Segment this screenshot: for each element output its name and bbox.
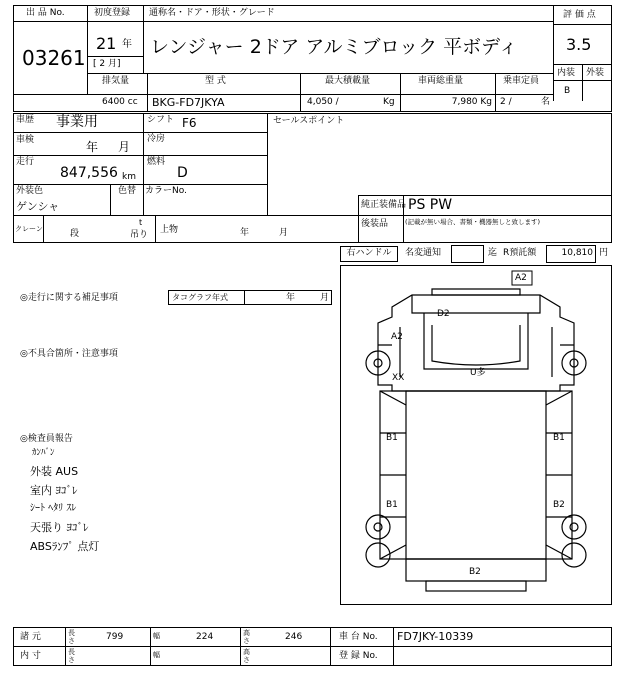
divider	[358, 195, 359, 243]
max-load-unit: Kg	[383, 97, 395, 107]
mileage-unit: km	[122, 172, 136, 182]
crane-ton: t	[139, 218, 143, 227]
first-reg-label: 初度登録	[94, 8, 131, 18]
color-label: 外装色	[16, 186, 44, 196]
gross-weight-label: 車両総重量	[418, 76, 464, 86]
capacity-unit: 名	[541, 97, 551, 107]
divider	[300, 73, 301, 112]
divider	[358, 215, 612, 216]
divider	[13, 132, 267, 133]
divider	[553, 24, 612, 25]
crane-hang: 吊り	[130, 230, 149, 240]
score: 3.5	[566, 35, 592, 54]
divider	[87, 73, 553, 74]
tailgate-year: 年	[240, 228, 250, 238]
interior-label: 内装	[557, 68, 576, 78]
name-change-box	[451, 245, 484, 263]
divider	[87, 56, 143, 57]
odo-prefix: 迄	[488, 248, 498, 258]
divider	[13, 155, 267, 156]
aftermarket-label: 後装品	[361, 219, 389, 229]
inspector-line: 室内 ﾖｺﾞﾚ	[30, 484, 78, 497]
damage-mark: B1	[553, 433, 565, 443]
score-label: 評 価 点	[563, 10, 596, 20]
damage-mark: B1	[386, 500, 398, 510]
divider	[393, 627, 394, 666]
mileage: 847,556	[60, 165, 118, 181]
inner-height-label: 高さ	[243, 648, 250, 664]
defects-label: ◎不具合箇所・注意事項	[20, 349, 118, 359]
length-label: 長さ	[68, 629, 75, 645]
length: 799	[106, 632, 124, 642]
lot-no-label: 出 品 No.	[26, 8, 65, 18]
fuel: D	[177, 165, 188, 181]
divider	[553, 5, 554, 101]
shift: F6	[182, 116, 197, 130]
divider	[65, 627, 66, 666]
divider	[267, 113, 268, 195]
mileage-label: 走行	[16, 157, 35, 167]
divider	[110, 184, 111, 215]
odo-unit: 円	[599, 248, 609, 258]
displacement-label: 排気量	[102, 76, 130, 86]
divider	[400, 73, 401, 112]
fuel-label: 燃料	[147, 157, 166, 167]
aftermarket-note: (記載が無い場合、書類・機器無しと致します)	[405, 218, 541, 226]
driving-notes-label: ◎走行に関する補足事項	[20, 293, 118, 303]
inner-width-label: 幅	[153, 651, 160, 659]
damage-mark: B2	[553, 500, 565, 510]
color-change-label: 色替	[118, 186, 137, 196]
divider	[147, 73, 148, 112]
damage-mark: D2	[437, 309, 450, 319]
inspector-line: ｼｰﾄ ﾍﾀﾘ ｽﾚ	[30, 503, 77, 514]
width-label: 幅	[153, 632, 160, 640]
inner-dims-label: 内 寸	[20, 651, 41, 661]
reg-label: 登 録 No.	[339, 651, 378, 661]
divider	[13, 215, 358, 216]
crane-stage: 段	[70, 229, 80, 239]
width: 224	[196, 632, 214, 642]
crane-label: クレーン	[15, 225, 43, 233]
divider	[13, 94, 87, 95]
max-load: 4,050 /	[307, 97, 339, 107]
divider	[87, 94, 553, 95]
lot-no: 03261	[22, 46, 86, 70]
divider	[13, 21, 143, 22]
shift-label: シフト	[147, 115, 175, 125]
divider	[495, 73, 496, 112]
height: 246	[285, 632, 303, 642]
damage-mark: U多	[470, 368, 486, 378]
inspector-line: ABSﾗﾝﾌﾟ 点灯	[30, 540, 100, 553]
inspection-label: 車検	[16, 135, 35, 145]
dims-label: 諸 元	[20, 632, 41, 642]
divider	[150, 627, 151, 666]
divider	[155, 215, 156, 243]
damage-mark: B1	[386, 433, 398, 443]
inspector-line: 天張り ﾖｺﾞﾚ	[30, 521, 89, 534]
inspector-label: ◎検査員報告	[20, 434, 73, 444]
vehicle-name: レンジャー 2ドア アルミブロック 平ボディ	[150, 36, 518, 58]
divider	[13, 646, 612, 647]
tailgate-label: 上物	[160, 225, 179, 235]
divider	[143, 5, 144, 73]
inner-length-label: 長さ	[68, 648, 75, 664]
chassis-label: 車 台 No.	[339, 632, 378, 642]
inspector-line: ｶﾝﾊﾞﾝ	[32, 448, 55, 458]
history: 事業用	[56, 114, 98, 130]
tailgate-month: 月	[279, 228, 289, 238]
truck-diagram	[340, 265, 612, 605]
ac-label: 冷房	[147, 134, 166, 144]
capacity: 2 /	[500, 97, 512, 107]
odo-value: 10,810	[561, 248, 593, 258]
vehicle-name-label: 通称名・ドア・形状・グレード	[149, 8, 275, 18]
genuine-equip-label: 純正装備品	[361, 200, 407, 210]
divider	[330, 627, 331, 666]
divider	[87, 5, 88, 94]
divider	[582, 64, 583, 101]
exterior-label: 外装	[586, 68, 605, 78]
max-load-label: 最大積載量	[325, 76, 371, 86]
color: ゲンシャ	[16, 200, 60, 213]
name-change-label: 名変通知	[405, 248, 442, 258]
handle: 右ハンドル	[346, 248, 392, 258]
displacement: 6400 cc	[102, 97, 138, 107]
damage-mark: A2	[391, 332, 403, 342]
inspector-line: 外装 AUS	[30, 465, 79, 478]
height-label: 高さ	[243, 629, 250, 645]
divider	[43, 215, 44, 243]
tachograph-label: タコグラフ年式	[172, 293, 228, 302]
divider	[240, 627, 241, 666]
damage-mark: A2	[515, 273, 527, 283]
selling-points-label: セールスポイント	[273, 116, 345, 126]
history-label: 車歴	[16, 115, 35, 125]
inspection-month: 月	[118, 140, 131, 154]
damage-mark: B2	[469, 567, 481, 577]
capacity-label: 乗車定員	[503, 76, 540, 86]
divider	[13, 184, 267, 185]
odo-label: R預託額	[503, 248, 537, 258]
divider	[143, 21, 553, 22]
genuine-equip: PS PW	[408, 197, 453, 213]
damage-mark: XX	[392, 373, 405, 383]
tachograph-month: 月	[320, 293, 330, 303]
divider	[143, 113, 144, 215]
divider	[358, 195, 612, 196]
model-label: 型 式	[205, 76, 226, 86]
first-reg-year-unit: 年	[122, 39, 132, 50]
tachograph-year: 年	[286, 293, 296, 303]
divider	[267, 195, 268, 215]
first-reg-month: [ 2 月]	[93, 59, 121, 69]
interior-grade: B	[564, 86, 571, 96]
color-no-label: カラーNo.	[145, 186, 187, 196]
first-reg-year: 21	[96, 34, 117, 53]
model: BKG-FD7JKYA	[152, 96, 225, 109]
chassis-no: FD7JKY-10339	[397, 630, 474, 643]
inspection-year: 年	[86, 140, 99, 154]
gross-weight: 7,980 Kg	[451, 97, 492, 107]
divider	[244, 290, 245, 305]
